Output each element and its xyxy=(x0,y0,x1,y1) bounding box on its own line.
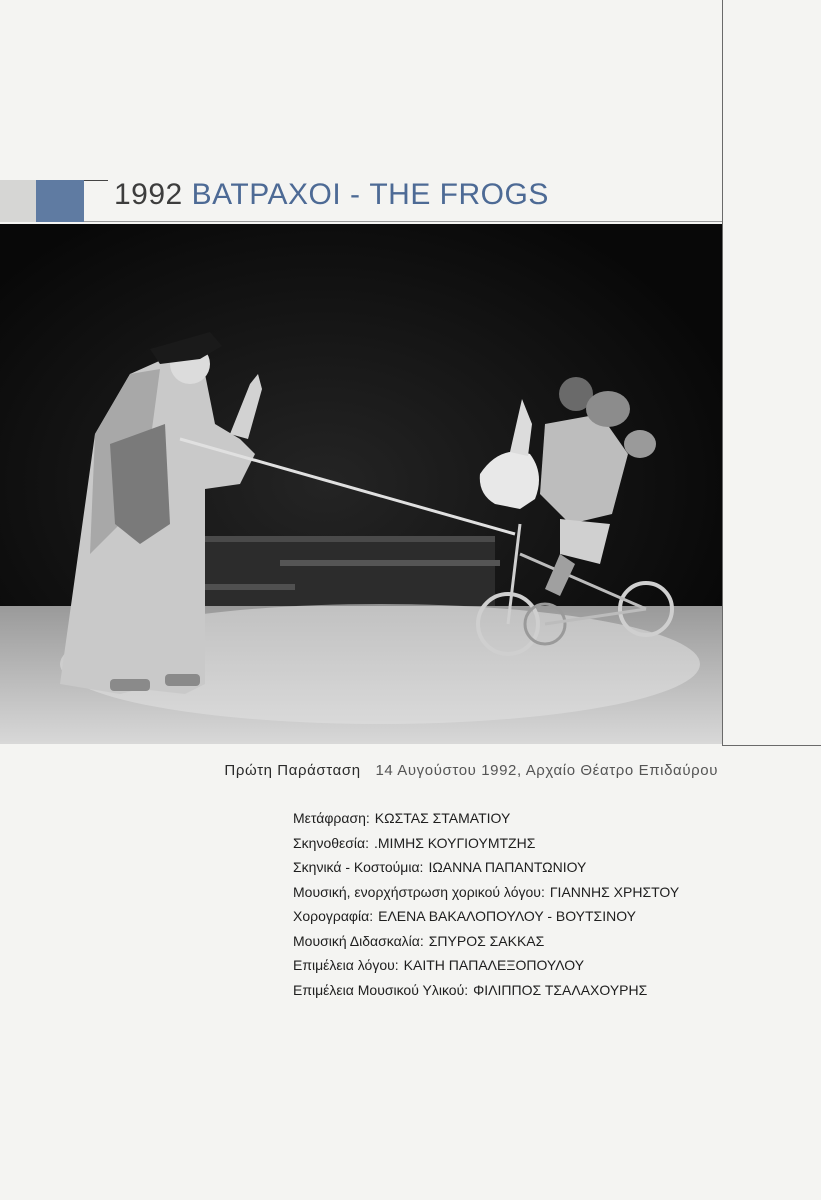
premiere-label: Πρώτη Παράσταση xyxy=(224,762,361,779)
blue-block xyxy=(36,180,84,222)
premiere-line xyxy=(0,762,718,779)
premiere-value: 14 Αυγούστου 1992, Αρχαίο Θέατρο Επιδαύρου xyxy=(375,762,718,779)
credit-name: ΚΑΙΤΗ ΠΑΠΑΛΕΞΟΠΟΥΛΟΥ xyxy=(403,957,585,973)
credit-role: Επιμέλεια Μουσικού Υλικού: xyxy=(293,981,469,998)
credit-role: Σκηνοθεσία: xyxy=(293,834,369,851)
credit-name: ΙΩΑΝΝΑ ΠΑΠΑΝΤΩΝΙΟΥ xyxy=(428,859,587,875)
credit-role: Χορογραφία: xyxy=(293,908,374,924)
page-title xyxy=(114,180,549,222)
title-year: 1992 xyxy=(114,178,183,211)
credit-name: .ΜΙΜΗΣ ΚΟΥΓΙΟΥΜΤΖΗΣ xyxy=(374,834,536,851)
credit-role: Μουσική, ενορχήστρωση χορικού λόγου: xyxy=(293,883,545,900)
credit-name: ΦΙΛΙΠΠΟΣ ΤΣΑΛΑΧΟΥΡΗΣ xyxy=(473,981,648,998)
corner-rule xyxy=(722,745,821,746)
credit-direction xyxy=(293,831,723,856)
credit-role: Μετάφραση: xyxy=(293,810,370,826)
credit-name: ΚΩΣΤΑΣ ΣΤΑΜΑΤΙΟΥ xyxy=(374,810,511,826)
credit-role: Σκηνικά - Κοστούμια: xyxy=(293,859,424,875)
credit-music-material xyxy=(293,978,723,1003)
credit-music-teaching xyxy=(293,929,723,954)
credit-sets-costumes xyxy=(293,855,723,880)
credit-text-editing xyxy=(293,953,723,978)
credit-music xyxy=(293,880,723,905)
title-name: ΒΑΤΡΑΧΟΙ - THE FROGS xyxy=(191,178,549,211)
stage-photo-illustration xyxy=(0,224,722,744)
grey-block xyxy=(0,180,36,222)
credit-role: Επιμέλεια λόγου: xyxy=(293,957,399,973)
credit-translation xyxy=(293,806,723,831)
vertical-rule xyxy=(722,0,723,745)
credit-name: ΣΠΥΡΟΣ ΣΑΚΚΑΣ xyxy=(428,932,545,949)
stage-photo xyxy=(0,224,722,744)
band-rule xyxy=(84,180,108,181)
credit-name: ΓΙΑΝΝΗΣ ΧΡΗΣΤΟΥ xyxy=(549,883,680,900)
credit-choreography xyxy=(293,904,723,929)
credit-name: ΕΛΕΝΑ ΒΑΚΑΛΟΠΟΥΛΟΥ - ΒΟΥΤΣΙΝΟΥ xyxy=(378,908,636,924)
credit-role: Μουσική Διδασκαλία: xyxy=(293,932,424,949)
credits-list xyxy=(293,806,723,1002)
title-band xyxy=(0,180,722,222)
